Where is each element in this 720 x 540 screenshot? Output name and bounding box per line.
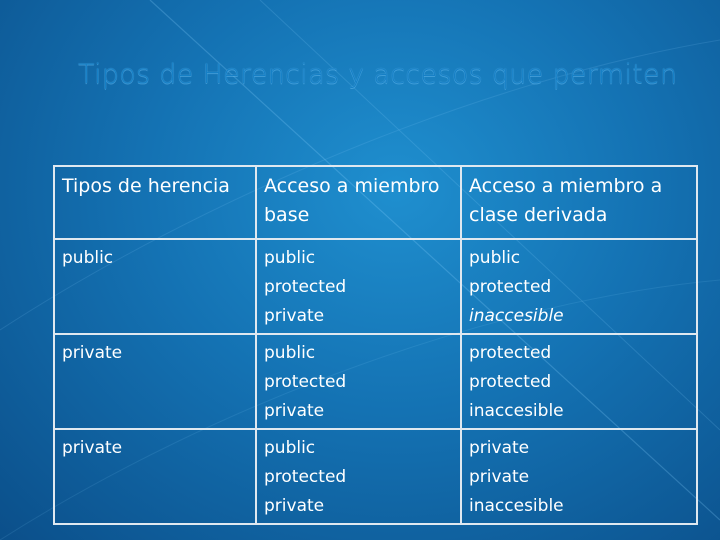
- table-row: [54, 239, 697, 334]
- inheritance-access-table: [53, 165, 698, 525]
- derived-access-cell: [461, 239, 697, 334]
- base-access-value: private: [264, 401, 325, 421]
- derived-access-value: inaccesible: [469, 306, 564, 326]
- base-access-value: protected: [264, 277, 347, 297]
- herencia-cell: [54, 239, 256, 334]
- slide-title: Tipos de Herencias y accesos que permiten: [78, 59, 678, 90]
- derived-access-value: protected: [469, 277, 552, 297]
- derived-access-value: inaccesible: [469, 496, 564, 516]
- derived-access-cell: [461, 429, 697, 524]
- table-header-row: [54, 166, 697, 239]
- herencia-value: private: [62, 438, 123, 458]
- base-access-value: public: [264, 343, 316, 363]
- base-access-value: protected: [264, 467, 347, 487]
- herencia-value: public: [62, 248, 114, 268]
- table-row: [54, 429, 697, 524]
- header-cell-acceso-base: Acceso a miembro base: [256, 166, 461, 239]
- derived-access-value: private: [469, 467, 530, 487]
- header-cell-acceso-derivada: Acceso a miembro a clase derivada: [461, 166, 697, 239]
- base-access-value: public: [264, 248, 316, 268]
- derived-access-value: public: [469, 248, 521, 268]
- base-access-value: protected: [264, 372, 347, 392]
- herencia-cell: [54, 334, 256, 429]
- base-access-value: private: [264, 306, 325, 326]
- herencia-value: private: [62, 343, 123, 363]
- herencia-cell: [54, 429, 256, 524]
- base-access-cell: [256, 429, 461, 524]
- table-row: [54, 334, 697, 429]
- derived-access-value: private: [469, 438, 530, 458]
- base-access-value: public: [264, 438, 316, 458]
- base-access-value: private: [264, 496, 325, 516]
- derived-access-value: protected: [469, 343, 552, 363]
- base-access-cell: [256, 239, 461, 334]
- derived-access-value: protected: [469, 372, 552, 392]
- derived-access-cell: [461, 334, 697, 429]
- header-cell-tipos: Tipos de herencia: [54, 166, 256, 239]
- derived-access-value: inaccesible: [469, 401, 564, 421]
- base-access-cell: [256, 334, 461, 429]
